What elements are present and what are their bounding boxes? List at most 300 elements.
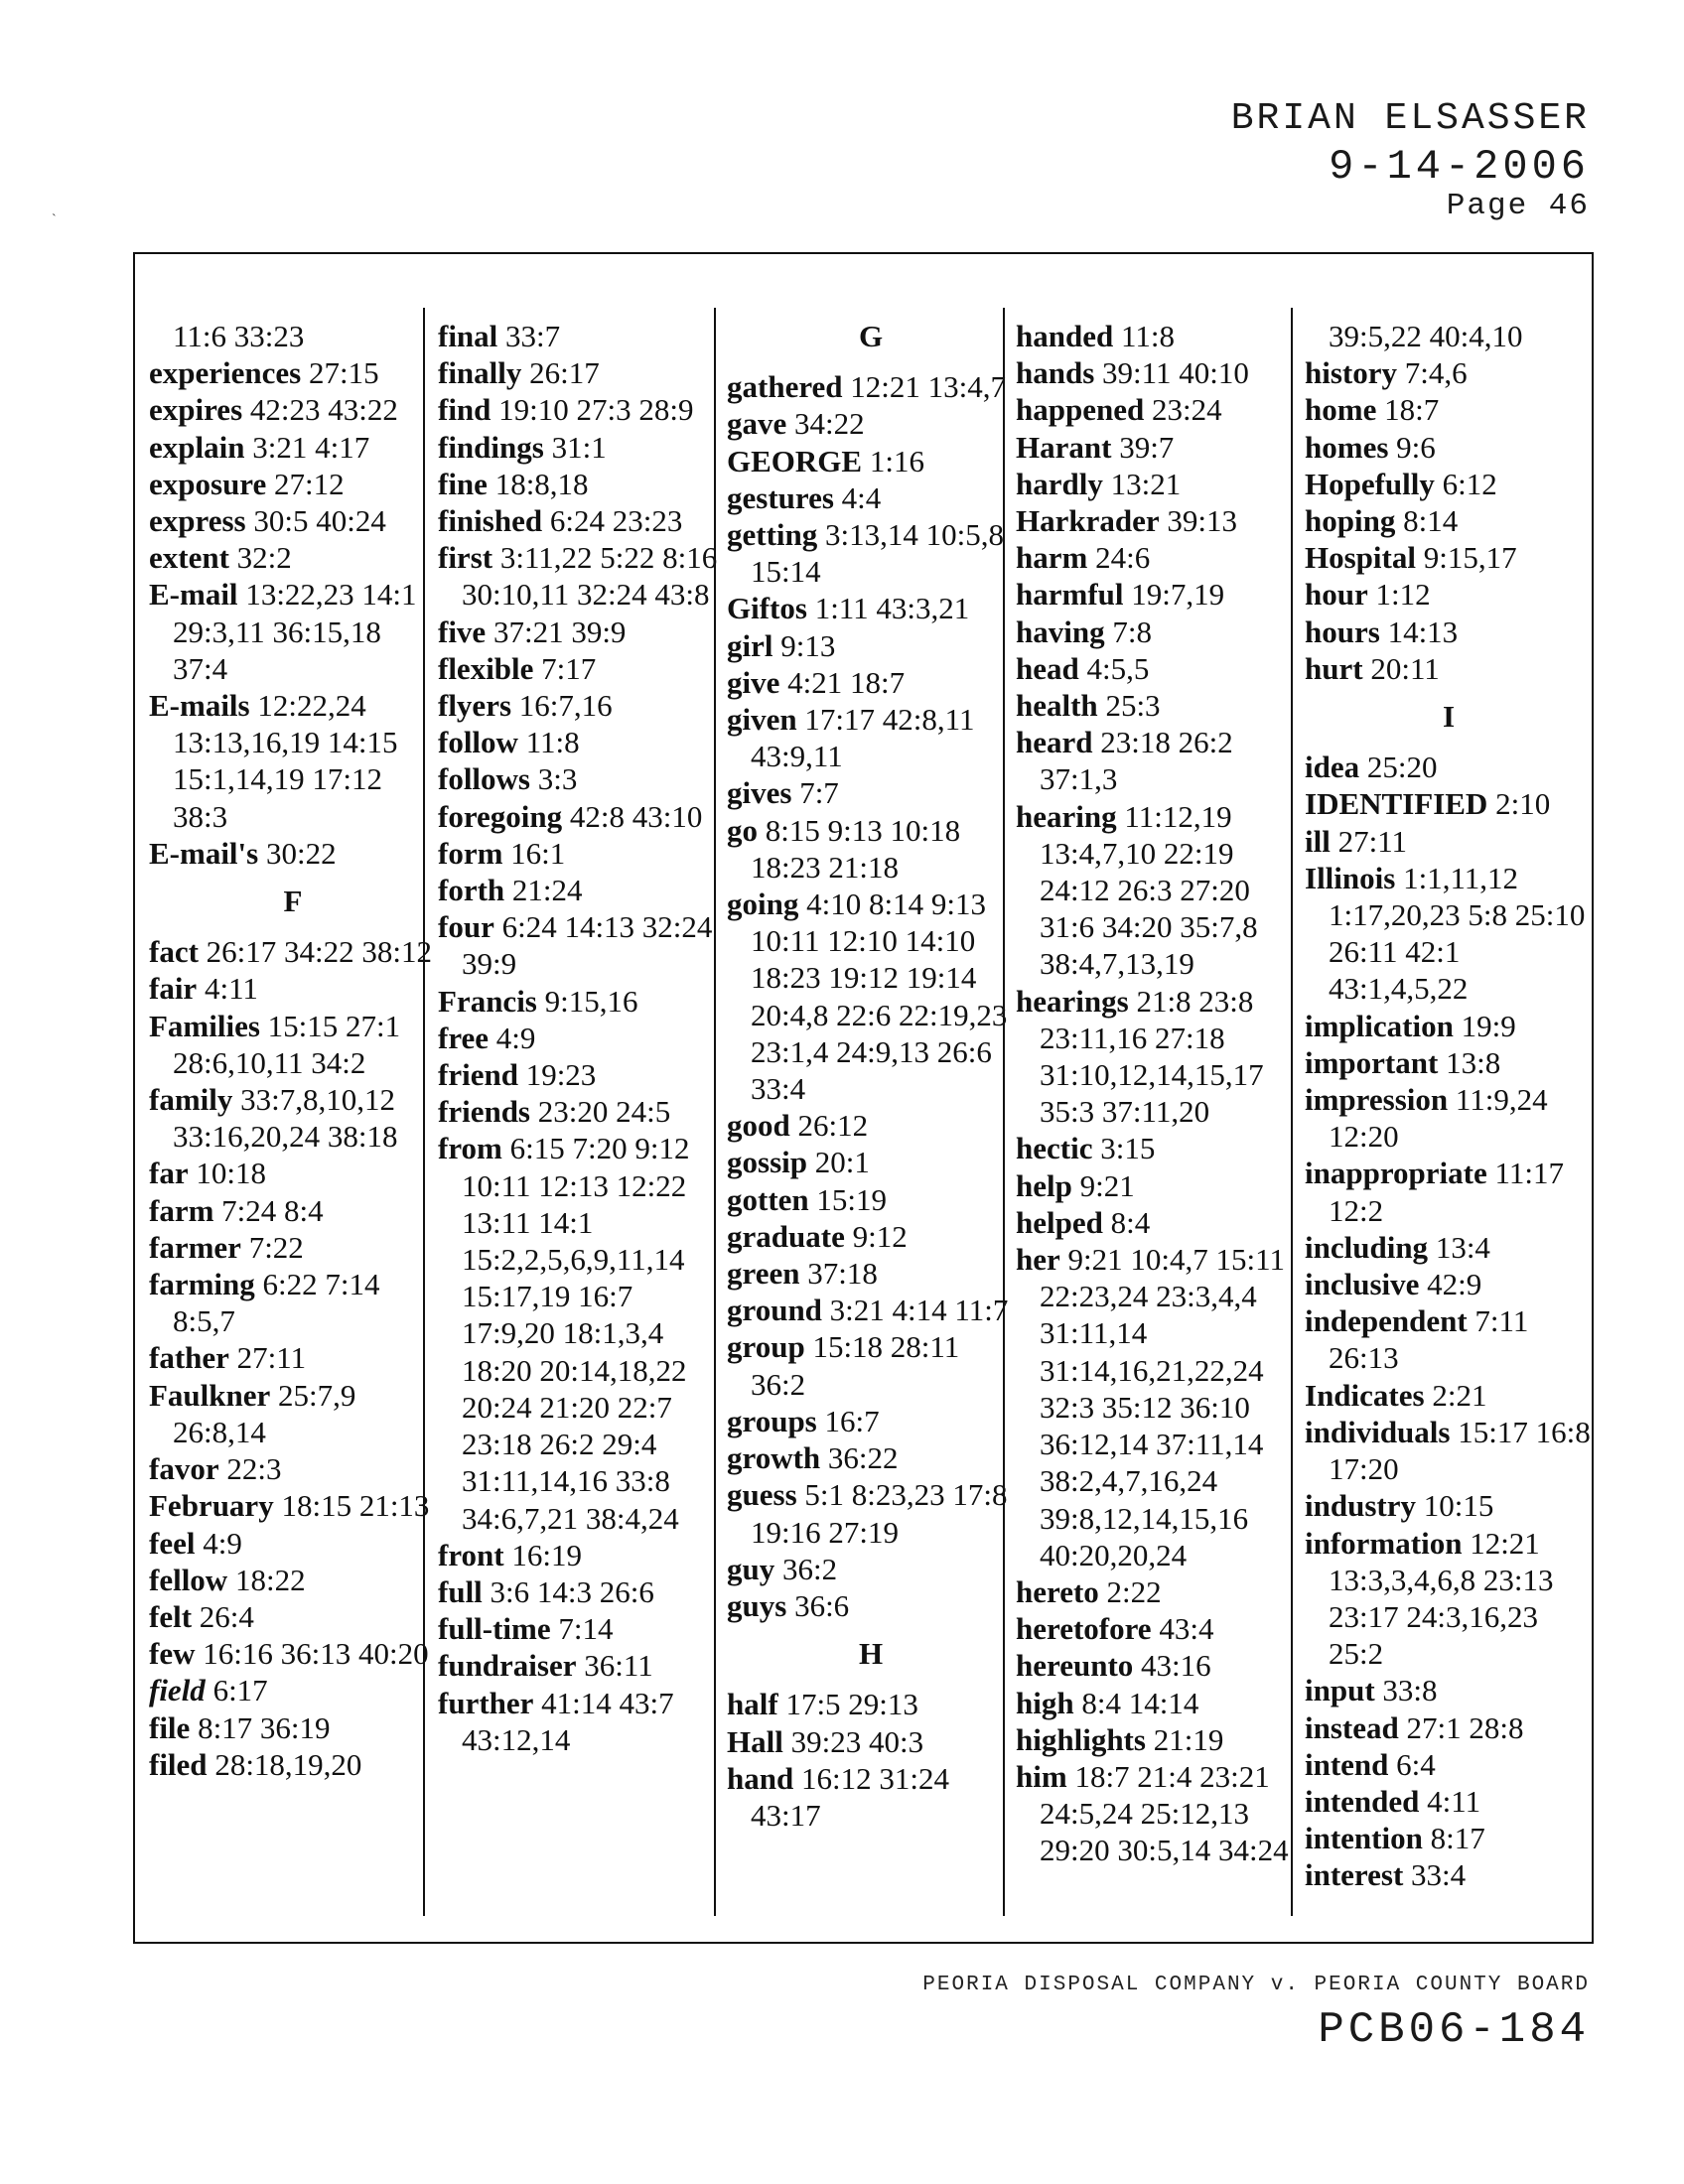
- index-term: help: [1016, 1167, 1072, 1203]
- index-entry: [149, 391, 437, 428]
- index-term: Illinois: [1305, 860, 1396, 895]
- page-line-refs: 7:14: [558, 1611, 614, 1647]
- page-line-refs: 23:18 26:2 37:1,3: [1040, 725, 1233, 797]
- page-line-refs: 15:15 27:1 28:6,10,11 34:2: [173, 1008, 401, 1080]
- index-term: friends: [438, 1094, 530, 1130]
- page-line-refs: 1:1,11,12 1:17,20,23 5:8 25:10 26:11 42:1 43:1,4,5,22: [1329, 860, 1586, 1007]
- index-term: go: [727, 812, 758, 848]
- index-entry: [438, 1093, 726, 1130]
- index-entry: [149, 1709, 437, 1746]
- index-entry: [727, 1723, 1015, 1760]
- index-term: Harant: [1016, 429, 1112, 465]
- index-term: GEORGE: [727, 443, 863, 478]
- page-line-refs: 27:1 28:8: [1406, 1709, 1524, 1745]
- index-term: express: [149, 503, 246, 539]
- page-line-refs: 3:6 14:3 26:6: [490, 1573, 654, 1609]
- index-term: harm: [1016, 540, 1088, 576]
- index-entry: [1016, 1610, 1304, 1647]
- page-line-refs: 25:7,9 26:8,14: [173, 1377, 356, 1449]
- index-entry: [1016, 1167, 1304, 1204]
- page-number: Page 46: [1446, 189, 1590, 223]
- index-entry: [149, 687, 437, 835]
- page-line-refs: 11:12,19 13:4,7,10 22:19 24:12 26:3 27:20 31:6 34:20 35:7,8 38:4,7,13,19: [1040, 798, 1258, 982]
- index-entry: [727, 1587, 1015, 1624]
- index-term: fundraiser: [438, 1648, 577, 1684]
- index-term: growth: [727, 1440, 821, 1476]
- page-line-refs: 43:16: [1141, 1648, 1211, 1684]
- page-line-refs: 22:3: [226, 1451, 282, 1487]
- page-line-refs: 6:22 7:14 8:5,7: [173, 1267, 380, 1339]
- page-line-refs: 27:12: [274, 466, 345, 501]
- page-line-refs: 21:24: [511, 873, 583, 908]
- index-term: group: [727, 1329, 805, 1365]
- deposition-date: 9-14-2006: [1329, 143, 1590, 191]
- index-term: important: [1305, 1044, 1439, 1080]
- index-term: farmer: [149, 1229, 241, 1265]
- index-term: flexible: [438, 650, 534, 686]
- index-term: farming: [149, 1267, 255, 1302]
- page-line-refs: 11:8: [1120, 319, 1175, 353]
- index-entry: [1305, 823, 1593, 860]
- index-entry: [149, 1192, 437, 1229]
- index-entry: [438, 1647, 726, 1684]
- index-column-3: [727, 318, 1015, 1834]
- page-line-refs: 7:24 8:4: [221, 1192, 324, 1228]
- page-line-refs: 19:10 27:3 28:9: [498, 392, 694, 428]
- index-entry: [727, 812, 1015, 886]
- index-entry: [1016, 539, 1304, 576]
- index-entry: [149, 354, 437, 391]
- page-line-refs: 9:15,16: [544, 983, 638, 1019]
- index-term: interest: [1305, 1857, 1404, 1893]
- page-line-refs: 8:17: [1430, 1821, 1485, 1856]
- index-entry: [1016, 318, 1304, 354]
- index-term: implication: [1305, 1008, 1454, 1043]
- index-term: farm: [149, 1192, 214, 1228]
- index-entry: [149, 1339, 437, 1376]
- page-line-refs: 7:11 26:13: [1329, 1303, 1529, 1376]
- page-line-refs: 15:19: [816, 1181, 888, 1217]
- page-line-refs: 11:6 33:23: [173, 319, 305, 353]
- page-line-refs: 26:17: [529, 355, 600, 391]
- index-entry: [149, 539, 437, 576]
- page-line-refs: 7:22: [248, 1229, 304, 1265]
- index-term: forth: [438, 873, 505, 908]
- index-entry: [1305, 1525, 1593, 1673]
- page-line-refs: 36:2: [782, 1551, 838, 1586]
- page-line-refs: 31:1: [551, 429, 607, 465]
- page-line-refs: 36:22: [827, 1440, 899, 1476]
- page-line-refs: 10:18: [196, 1156, 266, 1191]
- index-term: from: [438, 1131, 502, 1166]
- index-term: Hopefully: [1305, 466, 1435, 501]
- index-entry: [438, 429, 726, 466]
- page-line-refs: 30:5 40:24: [253, 503, 386, 539]
- index-term: E-mail's: [149, 835, 259, 871]
- index-entry: [727, 1686, 1015, 1722]
- index-term: findings: [438, 429, 544, 465]
- page-line-refs: 27:11: [1337, 823, 1408, 859]
- index-entry: [1305, 1229, 1593, 1266]
- index-entry: [1305, 1266, 1593, 1302]
- page-line-refs: 16:12 31:24 43:17: [751, 1760, 949, 1833]
- index-term: father: [149, 1340, 229, 1376]
- index-term: history: [1305, 355, 1397, 391]
- index-entry: [438, 391, 726, 428]
- index-entry: [727, 1760, 1015, 1834]
- page-line-refs: 26:17 34:22 38:12: [206, 934, 432, 970]
- page-line-refs: 15:18 28:11 36:2: [751, 1329, 960, 1402]
- page-line-refs: 6:15 7:20 9:12 10:11 12:13 12:22 13:11 14:1 15:2,2,5,6,9,11,14 15:17,19 16:7 17:9,20 18:1,3,4 18:20 20:14,18,22 20:24 21:20 22:7 23:18 26:2 29:4 31:11,14,16 33:8 34:6,7,21 38:4,24: [462, 1131, 690, 1536]
- index-term: her: [1016, 1242, 1060, 1278]
- index-term: form: [438, 835, 503, 871]
- page-line-refs: 10:15: [1423, 1488, 1494, 1524]
- index-entry: [1305, 429, 1593, 466]
- index-entry: [1305, 466, 1593, 502]
- index-entry: [438, 614, 726, 650]
- index-term: intend: [1305, 1746, 1389, 1782]
- index-entry: [1016, 1204, 1304, 1241]
- section-letter: G: [858, 319, 884, 353]
- index-term: friend: [438, 1057, 518, 1093]
- page-line-refs: 16:7: [824, 1403, 880, 1438]
- index-term: high: [1016, 1685, 1074, 1720]
- page-line-refs: 8:15 9:13 10:18 18:23 21:18: [751, 812, 961, 885]
- page-line-refs: 6:24 14:13 32:24 39:9: [462, 909, 713, 982]
- index-term: getting: [727, 517, 818, 553]
- index-term: impression: [1305, 1082, 1449, 1118]
- index-term: hearing: [1016, 798, 1117, 834]
- index-term: good: [727, 1108, 790, 1144]
- index-term: four: [438, 909, 494, 945]
- index-entry: [1305, 576, 1593, 613]
- index-term: health: [1016, 688, 1098, 724]
- index-entry: [438, 1685, 726, 1758]
- index-entry: [727, 1107, 1015, 1144]
- case-caption: PEORIA DISPOSAL COMPANY v. PEORIA COUNTY BOARD: [922, 1974, 1590, 1996]
- index-entry: [149, 1229, 437, 1266]
- index-entry: [149, 1450, 437, 1487]
- index-entry: [727, 1439, 1015, 1476]
- index-term: independent: [1305, 1303, 1468, 1339]
- page-line-refs: 16:19: [511, 1537, 582, 1572]
- page-line-refs: 42:9: [1427, 1267, 1482, 1302]
- page-line-refs: 13:22,23 14:1 29:3,11 36:15,18 37:4: [173, 577, 417, 686]
- index-entry: [727, 1403, 1015, 1439]
- index-entry: [1016, 429, 1304, 466]
- page-line-refs: 37:21 39:9: [492, 614, 627, 649]
- index-entry: [438, 650, 726, 687]
- page-line-refs: 8:17 36:19: [198, 1709, 331, 1745]
- page-line-refs: 16:7,16: [518, 688, 613, 724]
- index-entry: [1305, 860, 1593, 1008]
- index-entry: [1305, 1820, 1593, 1856]
- index-entry: [149, 1635, 437, 1672]
- page-line-refs: 9:13: [780, 627, 836, 663]
- index-term: Giftos: [727, 591, 807, 626]
- page-line-refs: 26:4: [199, 1598, 254, 1634]
- index-term: hectic: [1016, 1131, 1093, 1166]
- index-term: individuals: [1305, 1414, 1451, 1449]
- index-term: feel: [149, 1525, 196, 1561]
- page-line-refs: 18:7: [1384, 392, 1440, 428]
- page-line-refs: 37:18: [807, 1256, 878, 1292]
- index-term: follows: [438, 761, 530, 797]
- index-entry: [149, 1562, 437, 1598]
- page-line-refs: 24:6: [1095, 540, 1151, 576]
- index-term: given: [727, 702, 797, 738]
- index-term: final: [438, 319, 498, 353]
- index-term: felt: [149, 1598, 193, 1634]
- page-line-refs: 2:21: [1432, 1377, 1487, 1413]
- page-line-refs: 4:5,5: [1086, 650, 1150, 686]
- page-line-refs: 9:21 10:4,7 15:11 22:23,24 23:3,4,4 31:11,14 31:14,16,21,22,24 32:3 35:12 36:10 36:12,14 37:11,14 38:2,4,7,16,24 39:8,12,14,15,16 40:20,20,24: [1040, 1242, 1285, 1572]
- page-line-refs: 21:8 23:8 23:11,16 27:18 31:10,12,14,15,17 35:3 37:11,20: [1040, 983, 1264, 1130]
- index-entry: [149, 1746, 437, 1783]
- index-entry: [149, 1525, 437, 1562]
- index-entry: [149, 1672, 437, 1708]
- page-line-refs: 6:12: [1442, 466, 1497, 501]
- index-entry: [1016, 798, 1304, 983]
- index-term: inappropriate: [1305, 1156, 1487, 1191]
- page-line-refs: 12:21 13:3,3,4,6,8 23:13 23:17 24:3,16,23 25:2: [1329, 1525, 1554, 1672]
- page-line-refs: 4:11: [204, 971, 258, 1007]
- page-line-refs: 33:7,8,10,12 33:16,20,24 38:18: [173, 1082, 398, 1155]
- index-term: E-mails: [149, 688, 250, 724]
- page-line-refs: 7:4,6: [1404, 355, 1468, 391]
- index-entry: [149, 933, 437, 970]
- index-term: input: [1305, 1673, 1375, 1708]
- index-term: flyers: [438, 688, 512, 724]
- section-letter: H: [858, 1636, 884, 1672]
- index-term: Hospital: [1305, 540, 1416, 576]
- index-term: him: [1016, 1758, 1067, 1794]
- page-line-refs: 27:15: [308, 355, 379, 391]
- index-entry: [438, 760, 726, 797]
- index-entry: [1016, 687, 1304, 724]
- page-line-refs: 33:4: [1411, 1857, 1467, 1893]
- index-entry: [1016, 1573, 1304, 1610]
- page-line-refs: 18:15 21:13: [281, 1488, 430, 1524]
- index-entry: [1305, 650, 1593, 687]
- page-line-refs: 30:22: [265, 835, 337, 871]
- index-term: five: [438, 614, 487, 649]
- index-term: hands: [1016, 355, 1095, 391]
- page-line-refs: 13:4: [1435, 1229, 1490, 1265]
- index-entry: [727, 1328, 1015, 1402]
- page-line-refs: 6:4: [1396, 1746, 1436, 1782]
- index-term: gives: [727, 775, 792, 811]
- index-entry: [438, 1130, 726, 1536]
- index-entry: [1016, 650, 1304, 687]
- index-entry: [1016, 1647, 1304, 1684]
- index-term: give: [727, 664, 780, 700]
- page-line-refs: 21:19: [1153, 1721, 1224, 1757]
- index-entry: [149, 1155, 437, 1191]
- index-term: idea: [1305, 750, 1360, 785]
- index-entry: [1016, 391, 1304, 428]
- index-entry: [727, 627, 1015, 664]
- case-number: PCB06-184: [1318, 2005, 1590, 2055]
- page-line-refs: 12:21 13:4,7: [850, 369, 1007, 405]
- page-line-refs: 19:9: [1461, 1008, 1516, 1043]
- page-line-refs: 4:9: [495, 1020, 536, 1055]
- index-entry: [727, 1476, 1015, 1550]
- index-term: expires: [149, 392, 243, 428]
- index-entry: [149, 970, 437, 1007]
- page-line-refs: 16:1: [510, 835, 566, 871]
- index-entry: [149, 576, 437, 687]
- index-term: gossip: [727, 1145, 807, 1180]
- index-entry: [727, 1255, 1015, 1292]
- index-entry: [149, 466, 437, 502]
- index-entry: [438, 539, 726, 613]
- page-line-refs: 5:1 8:23,23 17:8 19:16 27:19: [751, 1477, 1008, 1550]
- index-term: hereunto: [1016, 1648, 1134, 1684]
- index-entry: [727, 443, 1015, 479]
- index-term: gotten: [727, 1181, 809, 1217]
- index-entry: [1016, 983, 1304, 1131]
- index-term: including: [1305, 1229, 1429, 1265]
- page-line-refs: 42:8 43:10: [569, 798, 703, 834]
- index-entry: [1305, 539, 1593, 576]
- page-line-refs: 14:13: [1387, 614, 1459, 649]
- index-term: happened: [1016, 392, 1145, 428]
- index-term: foregoing: [438, 798, 563, 834]
- index-entry: [1305, 614, 1593, 650]
- page-line-refs: 18:8,18: [494, 466, 589, 501]
- index-term: hardly: [1016, 466, 1103, 501]
- index-term: hour: [1305, 577, 1368, 613]
- index-term: few: [149, 1636, 196, 1672]
- index-entry: [438, 908, 726, 982]
- index-entry: [1305, 318, 1593, 354]
- index-term: going: [727, 887, 799, 922]
- page-line-refs: 25:3: [1105, 688, 1161, 724]
- index-term: Francis: [438, 983, 537, 1019]
- index-entry: [438, 835, 726, 872]
- page-line-refs: 6:24 23:23: [549, 503, 683, 539]
- page-line-refs: 23:24: [1151, 392, 1222, 428]
- index-entry: [1305, 1856, 1593, 1893]
- index-entry: [149, 1487, 437, 1524]
- index-term: intended: [1305, 1783, 1420, 1819]
- index-entry: [1305, 1414, 1593, 1487]
- page-line-refs: 3:3: [537, 761, 578, 797]
- index-entry: [727, 886, 1015, 1107]
- index-entry: [438, 466, 726, 502]
- page-line-refs: 4:21 18:7: [787, 664, 906, 700]
- index-term: gave: [727, 406, 787, 442]
- page-line-refs: 7:17: [541, 650, 597, 686]
- index-term: handed: [1016, 319, 1114, 353]
- index-term: file: [149, 1709, 191, 1745]
- index-entry: [727, 405, 1015, 442]
- index-entry: [727, 1144, 1015, 1180]
- index-term: filed: [149, 1746, 208, 1782]
- page-line-refs: 13:8: [1446, 1044, 1501, 1080]
- index-entry: [727, 701, 1015, 774]
- page-line-refs: 39:7: [1119, 429, 1175, 465]
- page-line-refs: 3:13,14 10:5,8 15:14: [751, 517, 1004, 590]
- index-term: favor: [149, 1451, 219, 1487]
- page-line-refs: 4:10 8:14 9:13 10:11 12:10 14:10 18:23 19:12 19:14 20:4,8 22:6 22:19,23 23:1,4 24:9,13 26:6 33:4: [751, 887, 1008, 1107]
- page-line-refs: 25:20: [1366, 750, 1438, 785]
- index-entry: [438, 354, 726, 391]
- index-entry: [438, 724, 726, 760]
- page-line-refs: 28:18,19,20: [214, 1746, 362, 1782]
- index-term: finally: [438, 355, 522, 391]
- index-term: guys: [727, 1587, 787, 1623]
- index-term: hand: [727, 1760, 794, 1796]
- index-term: hours: [1305, 614, 1380, 649]
- page-line-refs: 36:6: [794, 1587, 850, 1623]
- index-entry: [727, 1218, 1015, 1255]
- index-entry: [1016, 576, 1304, 613]
- index-term: ill: [1305, 823, 1331, 859]
- page-line-refs: 3:11,22 5:22 8:16 30:10,11 32:24 43:8: [462, 540, 718, 613]
- page-line-refs: 39:13: [1167, 503, 1238, 539]
- index-term: homes: [1305, 429, 1389, 465]
- index-entry: [1016, 1130, 1304, 1166]
- page-line-refs: 11:8: [525, 725, 580, 760]
- index-term: further: [438, 1685, 534, 1720]
- index-term: fair: [149, 971, 198, 1007]
- index-term: green: [727, 1256, 800, 1292]
- page-line-refs: 9:12: [852, 1218, 908, 1254]
- index-entry: [1305, 1081, 1593, 1155]
- index-entry: [1016, 1758, 1304, 1869]
- index-entry: [438, 318, 726, 354]
- index-entry: [727, 1181, 1015, 1218]
- index-entry: [727, 590, 1015, 626]
- index-entry: [1016, 1685, 1304, 1721]
- index-entry: [438, 1610, 726, 1647]
- page-line-refs: 6:17: [212, 1673, 268, 1708]
- page-line-refs: 39:5,22 40:4,10: [1329, 319, 1523, 353]
- section-letter: F: [283, 884, 303, 919]
- page-line-refs: 2:22: [1106, 1573, 1162, 1609]
- index-entry: [438, 1020, 726, 1056]
- page-line-refs: 18:22: [234, 1562, 306, 1597]
- index-entry: [149, 1266, 437, 1339]
- index-term: hurt: [1305, 650, 1363, 686]
- index-term: far: [149, 1156, 189, 1191]
- index-term: February: [149, 1488, 274, 1524]
- index-entry: [1016, 1721, 1304, 1758]
- index-entry: [438, 1056, 726, 1093]
- index-term: Hall: [727, 1723, 783, 1759]
- index-term: inclusive: [1305, 1267, 1420, 1302]
- page-line-refs: 4:4: [841, 479, 882, 515]
- index-entry: [149, 318, 437, 354]
- page-line-refs: 36:11: [584, 1648, 653, 1684]
- index-term: girl: [727, 627, 773, 663]
- index-term: family: [149, 1082, 233, 1118]
- index-term: guy: [727, 1551, 775, 1586]
- page-line-refs: 1:11 43:3,21: [814, 591, 970, 626]
- index-entry: [149, 502, 437, 539]
- index-entry: [1016, 1241, 1304, 1573]
- index-term: having: [1016, 614, 1105, 649]
- index-term: ground: [727, 1293, 822, 1328]
- scan-mark: `: [52, 212, 57, 227]
- index-term: IDENTIFIED: [1305, 786, 1488, 822]
- index-term: home: [1305, 392, 1377, 428]
- index-term: half: [727, 1687, 778, 1722]
- index-entry: [149, 1008, 437, 1081]
- index-entry: [149, 1377, 437, 1450]
